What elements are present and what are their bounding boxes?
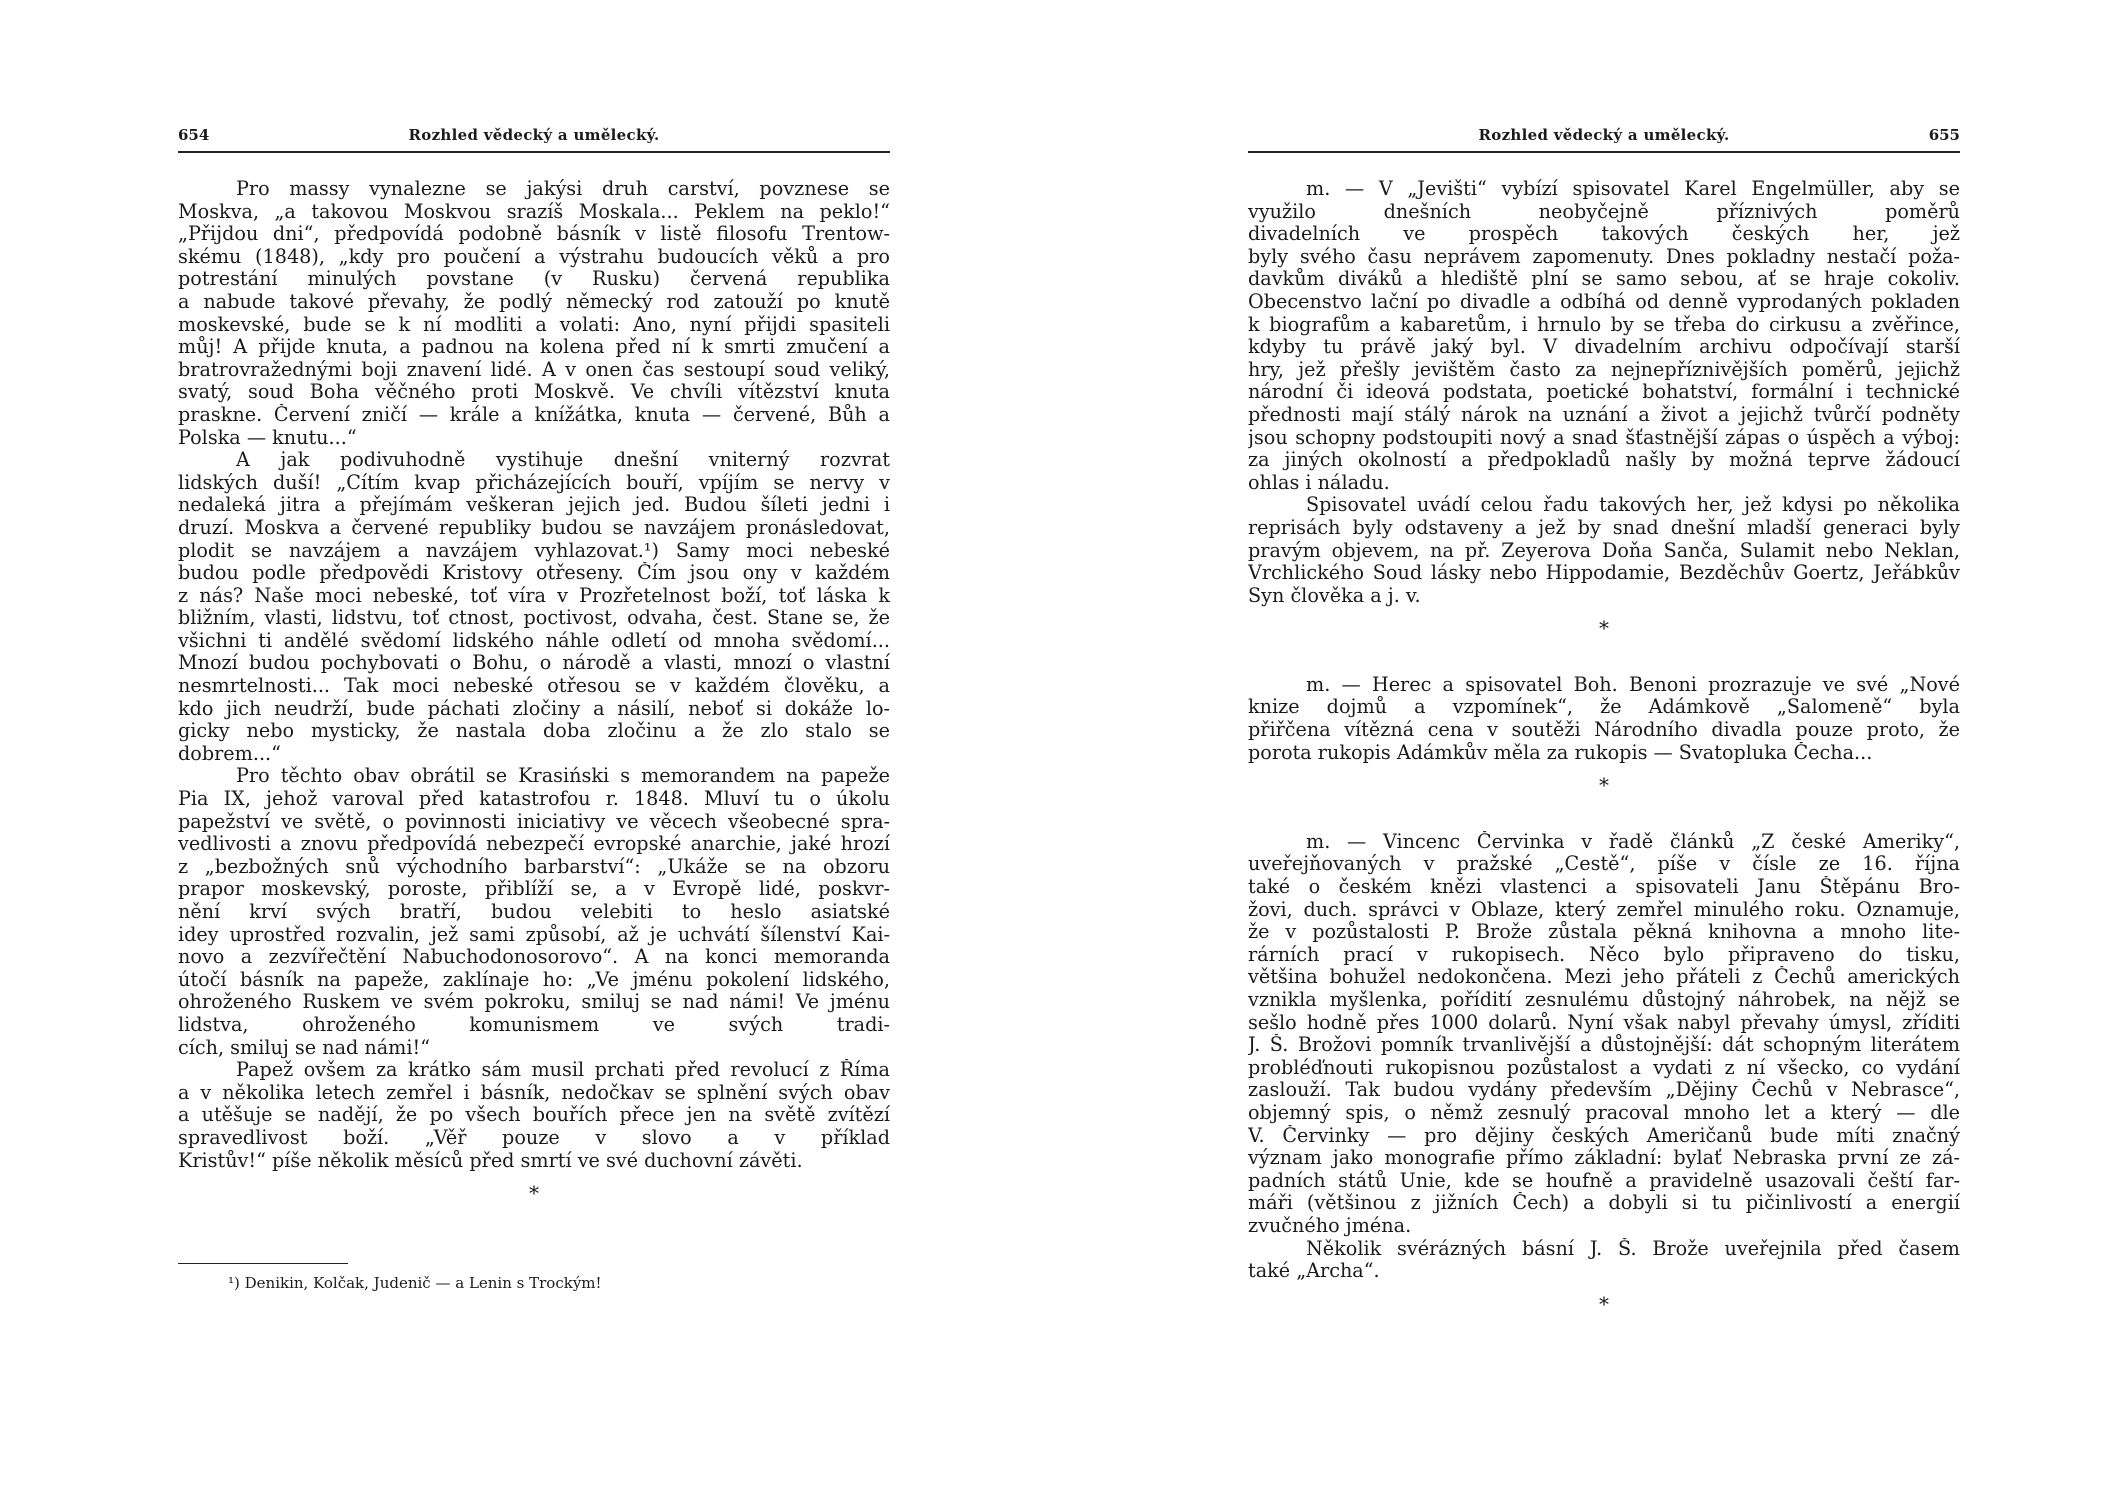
text-line: A jak podivuhodně vystihuje dnešní vniterný rozvrat: [236, 449, 890, 472]
text-line: sešlo hodně přes 1000 dolarů. Nyní však nabyl převahy úmysl, zříditi: [1248, 1011, 1960, 1034]
text-line: žovi, duch. správci v Oblaze, který zemřel minulého roku. Oznamuje,: [1248, 898, 1960, 921]
text-line: přednosti mají stálý nárok na uznání a život a jejichž tvůrčí podněty: [1248, 403, 1960, 426]
text-line: zvučného jména.: [1248, 1214, 1412, 1237]
text-line: gicky nebo mysticky, že nastala doba zločinu a že zlo stalo se: [178, 720, 890, 743]
text-line: „Přijdou dni“, předpovídá podobně básník v listě filosofu Trentow-: [178, 223, 890, 246]
text-line: rárních prací v rukopisech. Něco bylo připraveno do tisku,: [1248, 943, 1960, 966]
text-line: divadelních ve prospěch takových českých her, jež: [1248, 223, 1960, 246]
text-line: Pia IX, jehož varoval před katastrofou r. 1848. Mluví tu o úkolu: [178, 788, 890, 811]
text-line: máři (většinou z jižních Čech) a dobyli si tu pičinlivostí a energií: [1248, 1192, 1960, 1215]
text-line: Kristův!“ píše několik měsíců před smrtí ve své duchovní závěti.: [178, 1149, 803, 1172]
text-line: nesmrtelnosti... Tak moci nebeské otřesou se v každém člověku, a: [178, 675, 890, 698]
section-divider-star: *: [1599, 773, 1609, 798]
text-line: plodit se navzájem a navzájem vyhlazovat.¹) Samy moci nebeské: [178, 539, 890, 562]
text-line: potrestání minulých povstane (v Rusku) červená republika: [178, 268, 890, 291]
text-line: můj! A přijde knuta, a padnou na kolena před ní k smrti zmučení a: [178, 336, 890, 359]
article-benoni: [1248, 674, 1960, 764]
text-line: z nás? Naše moci nebeské, toť víra v Prozřetelnost boží, toť láska k: [178, 584, 890, 607]
text-line: útočí básník na papeže, zaklínaje ho: „Ve jménu pokolení lidského,: [178, 968, 890, 991]
article-engelmuller: [1248, 178, 1960, 607]
text-line: lidských duší! „Cítím kvap přicházejících bouří, vpíjím se nervy v: [178, 471, 890, 494]
text-line: druzí. Moskva a červené republiky budou se navzájem pronásledovat,: [178, 516, 890, 539]
text-line: Pro těchto obav obrátil se Krasiński s memorandem na papeže: [236, 765, 890, 788]
text-line: m. — Herec a spisovatel Boh. Benoni prozrazuje ve své „Nové: [1306, 673, 1960, 696]
text-line: budou podle předpovědi Kristovy otřeseny. Čím jsou ony v každém: [178, 562, 890, 585]
section-divider-star: *: [1599, 1291, 1609, 1316]
text-line: také o českém knězi vlastenci a spisovateli Janu Štěpánu Bro-: [1248, 876, 1960, 899]
section-divider-star: *: [529, 1181, 539, 1206]
text-line: praskne. Červení zničí — krále a knížátka, knuta — červené, Bůh a: [178, 403, 890, 426]
running-head: Rozhled vědecký a umělecký.: [408, 126, 660, 144]
text-line: novo a zezvířečtění Nabuchodonosorovo“. A na konci memoranda: [178, 946, 890, 969]
text-line: uveřejňovaných v pražské „Cestě“, píše v čísle ze 16. října: [1248, 853, 1960, 876]
text-line: Spisovatel uvádí celou řadu takových her, jež kdysi po několika: [1306, 494, 1960, 517]
text-line: Několik svérázných básní J. Š. Brože uveřejnila před časem: [1306, 1237, 1960, 1260]
text-line: Obecenstvo lační po divadle a odbíhá od denně vyprodaných pokladen: [1248, 290, 1960, 313]
footnote: ¹) Denikin, Kolčak, Judenič — a Lenin s Trockým!: [228, 1274, 602, 1292]
footnote-rule: [178, 1263, 348, 1264]
text-line: davkům diváků a hlediště plní se samo sebou, ať se hraje cokoliv.: [1248, 268, 1960, 291]
text-line: přiřčena vítězná cena v soutěži Národního divadla pouze proto, že: [1248, 719, 1960, 742]
text-line: knize dojmů a vzpomínek“, že Adámkově „Salomeně“ byla: [1248, 696, 1960, 719]
text-line: význam jako monografie přímo základní: bylať Nebraska první ze zá-: [1248, 1147, 1960, 1170]
text-line: papežství ve světě, o povinnosti iniciativy ve věcech všeobecné spra-: [178, 810, 890, 833]
left-lines: [178, 178, 890, 1172]
right-body-text: [1248, 178, 1960, 1323]
text-line: ohroženého Ruskem ve svém pokroku, smiluj se nad námi! Ve jménu: [178, 991, 890, 1014]
page-number: 654: [178, 126, 210, 144]
text-line: za jiných okolností a předpokladů našly by možná teprve žádoucí: [1248, 449, 1960, 472]
text-line: také „Archa“.: [1248, 1260, 1380, 1283]
text-line: že v pozůstalosti P. Brože zůstala pěkná knihovna a mnoho lite-: [1248, 921, 1960, 944]
text-line: J. Š. Brožovi pomník trvanlivější a důstojnější: dát schopným literátem: [1248, 1034, 1960, 1057]
text-line: Pro massy vynalezne se jakýsi druh carství, povznese se: [236, 178, 890, 200]
header-rule: [178, 151, 890, 153]
text-line: bližním, vlasti, lidstvu, toť ctnost, poctivost, odvaha, čest. Stane se, že: [178, 607, 890, 630]
text-line: prapor moskevský, poroste, přiblíží se, a v Evropě lidé, poskvr-: [178, 878, 890, 901]
text-line: a nabude takové převahy, že podlý německý rod zatouží po knutě: [178, 290, 890, 313]
text-line: Syn člověka a j. v.: [1248, 584, 1421, 607]
text-line: ohlas i náladu.: [1248, 471, 1390, 494]
running-head: Rozhled vědecký a umělecký.: [1478, 126, 1730, 144]
text-line: kdyby tu právě jaký byl. V divadelním archivu odpočívají starší: [1248, 336, 1960, 359]
text-line: skému (1848), „kdy pro poučení a výstrahu budoucích věků a pro: [178, 245, 890, 268]
right-page-header: [1248, 126, 1960, 150]
text-line: dobrem...“: [178, 742, 281, 765]
text-line: k biografům a kabaretům, i hrnulo by se třeba do cirkusu a zvěřince,: [1248, 313, 1960, 336]
text-line: nění krví svých bratří, budou velebiti to heslo asiatské: [178, 901, 890, 923]
right-page: [1248, 0, 1960, 1500]
text-line: Moskva, „a takovou Moskvou srazíš Moskala... Peklem na peklo!“: [178, 200, 890, 223]
text-line: většina bohužel nedokončena. Mezi jeho přáteli z Čechů amerických: [1248, 966, 1960, 989]
text-line: cích, smiluj se nad námi!“: [178, 1036, 431, 1059]
text-line: Polska — knutu...“: [178, 426, 357, 449]
text-line: objemný spis, o němž zesnulý pracoval mnoho let a který — dle: [1248, 1101, 1960, 1124]
text-line: nedaleká jitra a přejímám veškeran jejich jed. Budou šíleti jedni i: [178, 494, 890, 517]
text-line: vedlivosti a znovu předpovídá nebezpečí evropské anarchie, jaké hrozí: [178, 833, 890, 856]
text-line: využilo dnešních neobyčejně příznivých poměrů: [1248, 200, 1960, 223]
text-line: pravým objevem, na př. Zeyerova Doňa Sanča, Sulamit nebo Neklan,: [1248, 539, 1960, 562]
left-page: [178, 0, 890, 1500]
header-rule: [1248, 151, 1960, 153]
article-cervinka: [1248, 831, 1960, 1283]
text-line: svatý, soud Boha věčného proti Moskvě. Ve chvíli vítězství knuta: [178, 381, 890, 404]
text-line: jsou schopny podstoupiti nový a snad šťastnější zápas o úspěch a výboj:: [1248, 426, 1960, 449]
section-divider-star: *: [1599, 616, 1609, 641]
text-line: moskevské, bude se k ní modliti a volati: Ano, nyní přijdi spasiteli: [178, 313, 890, 336]
text-line: lidstva, ohroženého komunismem ve svých tradi-: [178, 1013, 890, 1036]
text-line: m. — V „Jevišti“ vybízí spisovatel Karel Engelmüller, aby se: [1306, 178, 1960, 200]
text-line: reprisách byly odstaveny a jež by snad dnešní mladší generaci byly: [1248, 516, 1960, 539]
text-line: a utěšuje se nadějí, že po všech bouřích přece jen na světě zvítězí: [178, 1104, 890, 1127]
text-line: bratrovražednými boji znavení lidé. A v onen čas sestoupí soud veliký,: [178, 358, 890, 381]
text-line: všichni ti andělé svědomí lidského náhle odletí od mnoha svědomí...: [178, 629, 890, 652]
text-line: z „bezbožných snů východního barbarství“: „Ukáže se na obzoru: [178, 855, 890, 878]
text-line: probléďnouti rukopisnou pozůstalost a vydati z ní všecko, co vydání: [1248, 1056, 1960, 1079]
left-page-header: [178, 126, 890, 150]
text-line: zaslouží. Tak budou vydány především „Dějiny Čechů v Nebrasce“,: [1248, 1079, 1960, 1102]
text-line: V. Červinky — pro dějiny českých Američanů bude míti značný: [1248, 1124, 1960, 1147]
text-line: padních států Unie, kde se houfně a pravidelně usazovali čeští far-: [1248, 1169, 1960, 1192]
text-line: národní či ideová podstata, poetické bohatství, formální i technické: [1248, 381, 1960, 404]
text-line: idey uprostřed rozvalin, jež sami způsobí, až je uchvátí šílenství Kai-: [178, 923, 890, 946]
text-line: vznikla myšlenka, pořídití zesnulému důstojný náhrobek, na nějž se: [1248, 989, 1960, 1011]
text-line: porota rukopis Adámkův měla za rukopis — Svatopluka Čecha...: [1248, 741, 1873, 764]
text-line: kdo jich neudrží, bude páchati zločiny a násilí, neboť si dokáže lo-: [178, 697, 890, 720]
text-line: a v několika letech zemřel i básník, nedočkav se splnění svých obav: [178, 1081, 890, 1104]
text-line: Mnozí budou pochybovati o Bohu, o národě a vlasti, mnozí o vlastní: [178, 652, 890, 675]
page-number: 655: [1928, 126, 1960, 144]
text-line: m. — Vincenc Červinka v řadě článků „Z české Ameriky“,: [1306, 830, 1960, 853]
left-body-text: [178, 178, 890, 1213]
text-line: byly svého času neprávem zapomenuty. Dnes pokladny nestačí poža-: [1248, 245, 1960, 268]
text-line: Vrchlického Soud lásky nebo Hippodamie, Bezděchův Goertz, Jeřábkův: [1248, 562, 1960, 585]
text-line: hry, jež přešly jevištěm často za nejnepříznivějších poměrů, jejichž: [1248, 358, 1960, 381]
text-line: spravedlivost boží. „Věř pouze v slovo a v příklad: [178, 1126, 890, 1149]
text-line: Papež ovšem za krátko sám musil prchati před revolucí z Říma: [236, 1059, 890, 1082]
